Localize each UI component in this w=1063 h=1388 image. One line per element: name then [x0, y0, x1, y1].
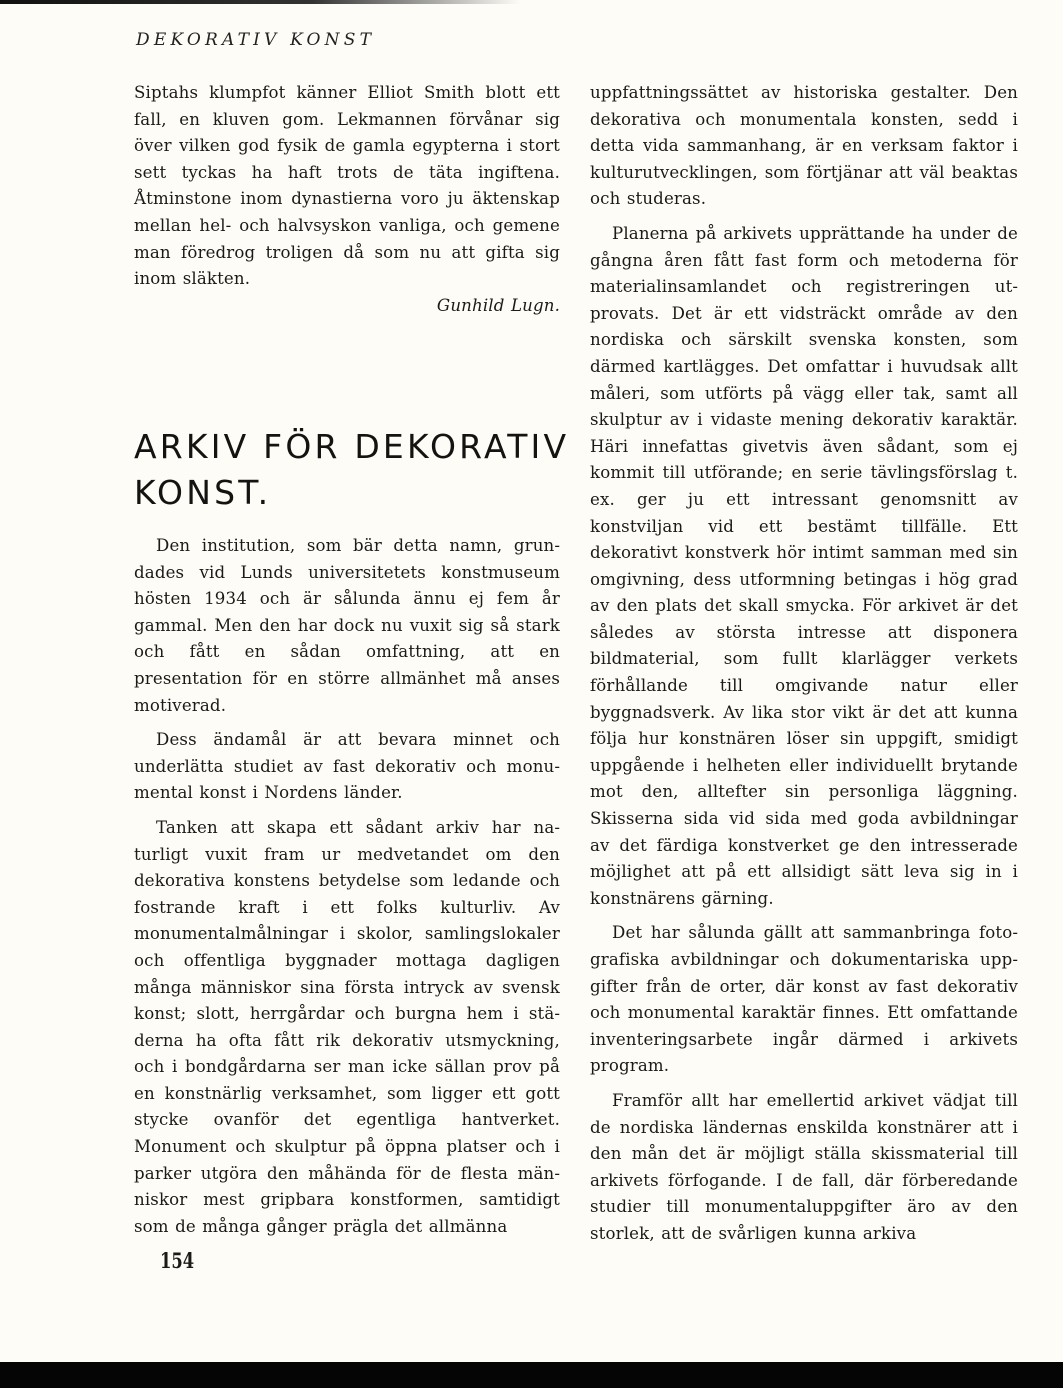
page-number: 154 — [160, 1248, 195, 1273]
scan-bottom-edge — [0, 1362, 1063, 1388]
article-paragraph: Planerna på arkivets upprättande ha under de gångna åren fått fast form och metoderna för materialinsamlandet och registreringen utprovats. Det är ett vidsträckt område av den nordiska och särskilt svenska konsten, som därmed kartlägges. Det omfattar i huvudsak allt måleri, som utförts på vägg eller tak, samt all skulptur av i vidaste mening dekorativ karaktär. Häri innefattas givetvis även sådant, som ej kommit till utförande; en serie tävlingsförslag t. ex. ger ju ett intressant genomsnitt av konstviljan vid ett bestämt tillfälle. Ett dekorativt konstverk hör intimt samman med sin omgivning, dess utformning betingas i hög grad av den plats det skall smycka. För arkivet är det således av största intresse att disponera bildmaterial, som fullt klarlägger verkets förhållande till omgivande natur eller byggnadsverk. Av lika stor vikt är det att kunna följa hur konstnären löser sin uppgift, smidigt uppgående i helheten eller individuellt brytande mot den, alltefter sin personliga läggning. Skisserna sida vid sida med goda avbildningar av det färdiga konstverket ge den intresserade möjlighet att på ett allsidigt sätt leva sig in i konstnärens gärning. — [590, 223, 1018, 908]
article-right-column — [590, 80, 1018, 1256]
previous-article-paragraph: Siptahs klumpfot känner Elliot Smith blott ett fall, en kluven gom. Lekmannen förvånar sig över vilken god fysik de gamla egypterna i stort sett tyckas ha haft trots de täta ingiftena. Åtminstone inom dynastierna voro ju äktenskap mellan hel- och halvsyskon vanliga, och gemene man föredrog troligen då som nu att gifta sig inom släkten. — [134, 83, 560, 289]
running-head: DEKORATIV KONST — [136, 30, 376, 50]
article-paragraph: Den institution, som bär detta namn, grundades vid Lunds universitetets konstmuseum hösten 1934 och är sålunda ännu ej fem år gammal. Men den har dock nu vuxit sig så stark och fått en sådan omfattning, att en presentation för en större allmänhet må anses motiverad. — [134, 536, 560, 715]
article-paragraph: Tanken att skapa ett sådant arkiv har naturligt vuxit fram ur medvetandet om den dekorativa konstens betydelse som ledande och fostrande kraft i ett folks kulturliv. Av monumentalmålningar i skolor, samlingslokaler och offentliga byggnader mottaga dagligen många människor sina första intryck av svensk konst; slott, herrgårdar och burgna hem i städerna ha ofta fått rik dekorativ utsmyckning, och i bondgårdarna ser man icke sällan prov på en konstnärlig verksamhet, som ligger ett gott stycke ovanför det egentliga hantverket. Monument och skulptur på öppna platser och i parker utgöra den måhända för de flesta människor mest gripbara konstformen, samtidigt som de många gånger prägla det allmänna — [134, 817, 560, 1236]
previous-article-column — [134, 80, 560, 319]
article-left-column — [134, 533, 560, 1248]
article-paragraph-continuation: uppfattningssättet av historiska gestalter. Den dekorativa och monumentala konsten, sedd i detta vida sammanhang, är en verksam faktor i kulturutvecklingen, som förtjänar att väl beaktas och studeras. — [590, 83, 1018, 209]
article-title: ARKIV FÖR DEKORATIV KONST. — [134, 427, 570, 512]
article-paragraph: Framför allt har emellertid arkivet vädjat till de nordiska ländernas enskilda konstnärer att i den mån det är möjligt ställa skissmaterial till arkivets förfogande. I de fall, där förberedande studier till monumentaluppgifter äro av den storlek, att de svårligen kunna arkiva — [590, 1090, 1018, 1243]
author-signature: Gunhild Lugn. — [436, 295, 560, 315]
article-paragraph: Dess ändamål är att bevara minnet och underlätta studiet av fast dekorativ och monumental konst i Nordens länder. — [134, 730, 560, 803]
article-paragraph: Det har sålunda gällt att sammanbringa fotografiska avbildningar och dokumentariska uppgifter från de orter, där konst av fast dekorativ och monumental karaktär finnes. Ett omfattande inventeringsarbete ingår därmed i arkivets program. — [590, 923, 1018, 1076]
scan-edge-shadow — [0, 0, 520, 4]
